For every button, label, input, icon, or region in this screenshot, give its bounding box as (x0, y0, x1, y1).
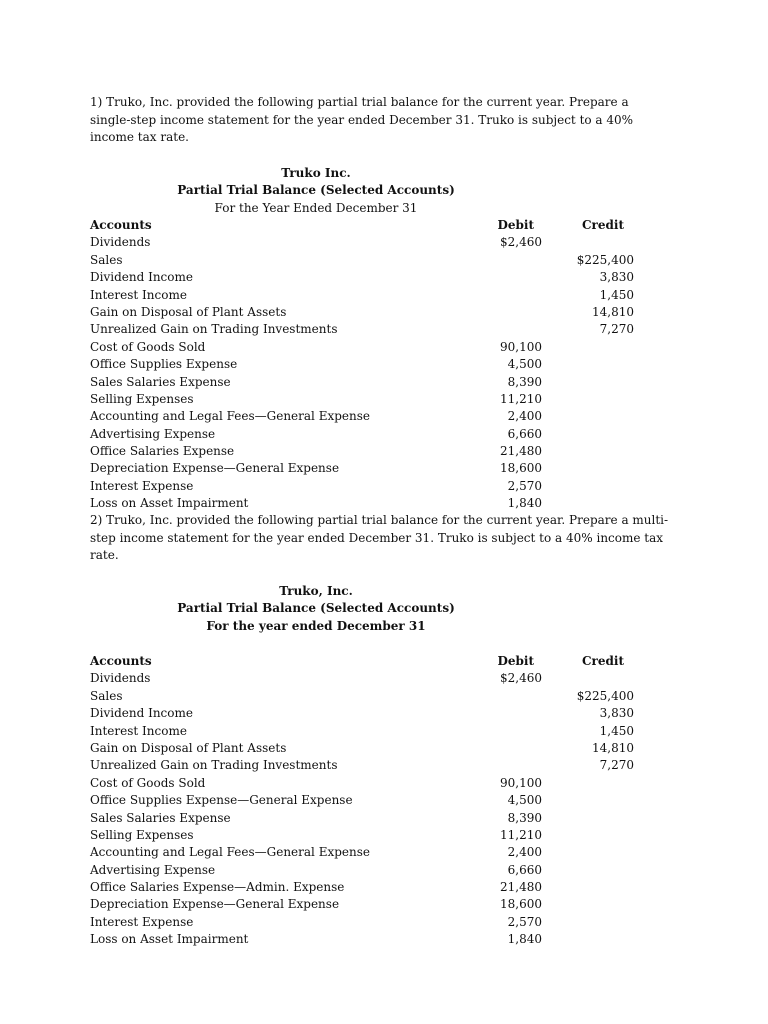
trial-balance-rows (90, 670, 670, 948)
debit-value: 11,210 (500, 391, 542, 406)
account-name: Office Supplies Expense (90, 357, 238, 372)
table-row (90, 478, 670, 495)
debit-value: 11,210 (500, 827, 542, 842)
account-name: Office Salaries Expense (90, 444, 235, 459)
debit-value: 90,100 (500, 775, 542, 790)
table-row (90, 688, 670, 705)
account-name: Interest Expense (90, 914, 194, 929)
table-row (90, 495, 670, 512)
table-row (90, 740, 670, 757)
table-row (90, 705, 670, 722)
table-row (90, 775, 670, 792)
table-row (90, 408, 670, 425)
table-row (90, 723, 670, 740)
debit-header: Debit (497, 654, 534, 668)
debit-value: 4,500 (507, 793, 542, 808)
credit-value: 1,450 (599, 287, 634, 302)
account-name: Cost of Goods Sold (90, 339, 206, 354)
table-row (90, 914, 670, 931)
account-name: Gain on Disposal of Plant Assets (90, 740, 287, 755)
debit-value: 2,570 (507, 914, 542, 929)
account-name: Office Salaries Expense—Admin. Expense (90, 880, 345, 895)
debit-value: 21,480 (500, 444, 542, 459)
accounts-header: Accounts (90, 218, 152, 232)
account-name: Accounting and Legal Fees—General Expense (90, 845, 371, 860)
account-name: Unrealized Gain on Trading Investments (90, 322, 338, 337)
credit-value: $225,400 (576, 688, 634, 703)
debit-value: 1,840 (507, 932, 542, 947)
account-name: Accounting and Legal Fees—General Expense (90, 409, 371, 424)
account-name: Sales (90, 688, 123, 703)
debit-value: 2,400 (507, 845, 542, 860)
account-name: Depreciation Expense—General Expense (90, 897, 340, 912)
problem-2 (90, 512, 670, 949)
account-name: Interest Expense (90, 478, 194, 493)
account-name: Loss on Asset Impairment (90, 932, 249, 947)
table-row (90, 879, 670, 896)
table-row (90, 844, 670, 861)
debit-value: 2,400 (507, 409, 542, 424)
account-name: Dividends (90, 235, 151, 250)
problem-1 (90, 94, 670, 513)
table-row (90, 339, 670, 356)
debit-value: 6,660 (507, 862, 542, 877)
problem-prompt: 2) Truko, Inc. provided the following partial trial balance for the current year. Prepare a multi-step income statement for the year ended December 31. Truko is subject to a 40% income tax rate. (90, 513, 669, 562)
company-name: Truko, Inc. (279, 583, 353, 598)
debit-value: 90,100 (500, 339, 542, 354)
table-row (90, 931, 670, 948)
credit-value: 1,450 (599, 723, 634, 738)
credit-value: 14,810 (592, 304, 634, 319)
credit-header: Credit (582, 654, 624, 668)
account-name: Dividends (90, 671, 151, 686)
account-name: Cost of Goods Sold (90, 775, 206, 790)
debit-value: 1,840 (507, 496, 542, 511)
account-name: Selling Expenses (90, 827, 194, 842)
account-name: Gain on Disposal of Plant Assets (90, 304, 287, 319)
debit-value: 8,390 (507, 810, 542, 825)
debit-value: $2,460 (500, 235, 542, 250)
table-row (90, 426, 670, 443)
table-row (90, 670, 670, 687)
account-name: Dividend Income (90, 706, 193, 721)
credit-value: 7,270 (599, 758, 634, 773)
table-row (90, 443, 670, 460)
statement-subtitle: Partial Trial Balance (Selected Accounts) (177, 183, 455, 197)
debit-value: 6,660 (507, 426, 542, 441)
account-name: Interest Income (90, 287, 187, 302)
account-name: Loss on Asset Impairment (90, 496, 249, 511)
problem-prompt: 1) Truko, Inc. provided the following partial trial balance for the current year. Prepare a single-step income statement for the year ended December 31. Truko is subject to a 40% income tax rate. (90, 95, 634, 144)
statement-heading (90, 165, 542, 218)
account-name: Office Supplies Expense—General Expense (90, 793, 353, 808)
statement-subtitle: Partial Trial Balance (Selected Accounts) (177, 601, 455, 615)
accounts-header: Accounts (90, 654, 152, 668)
table-row (90, 896, 670, 913)
credit-value: 14,810 (592, 740, 634, 755)
company-name: Truko Inc. (281, 165, 351, 180)
account-name: Sales (90, 252, 123, 267)
statement-period: For the year ended December 31 (206, 618, 426, 633)
table-header (90, 217, 670, 234)
table-row (90, 757, 670, 774)
account-name: Sales Salaries Expense (90, 374, 231, 389)
debit-header: Debit (497, 218, 534, 232)
table-row (90, 827, 670, 844)
table-row (90, 321, 670, 338)
table-row (90, 792, 670, 809)
trial-balance-rows (90, 234, 670, 512)
table-row (90, 460, 670, 477)
credit-value: 3,830 (599, 706, 634, 721)
table-row (90, 287, 670, 304)
credit-header: Credit (582, 218, 624, 232)
account-name: Depreciation Expense—General Expense (90, 461, 340, 476)
account-name: Interest Income (90, 723, 187, 738)
debit-value: 21,480 (500, 880, 542, 895)
statement-heading (90, 583, 542, 636)
account-name: Advertising Expense (90, 426, 216, 441)
table-row (90, 269, 670, 286)
table-row (90, 810, 670, 827)
credit-value: $225,400 (576, 252, 634, 267)
account-name: Dividend Income (90, 270, 193, 285)
table-header (90, 653, 670, 670)
table-row (90, 356, 670, 373)
debit-value: 18,600 (500, 897, 542, 912)
table-row (90, 304, 670, 321)
account-name: Advertising Expense (90, 862, 216, 877)
account-name: Selling Expenses (90, 391, 194, 406)
table-row (90, 862, 670, 879)
debit-value: 2,570 (507, 478, 542, 493)
debit-value: $2,460 (500, 671, 542, 686)
credit-value: 3,830 (599, 270, 634, 285)
statement-period: For the Year Ended December 31 (214, 200, 418, 215)
table-row (90, 234, 670, 251)
table-row (90, 391, 670, 408)
account-name: Sales Salaries Expense (90, 810, 231, 825)
credit-value: 7,270 (599, 322, 634, 337)
debit-value: 4,500 (507, 357, 542, 372)
account-name: Unrealized Gain on Trading Investments (90, 758, 338, 773)
table-row (90, 374, 670, 391)
debit-value: 8,390 (507, 374, 542, 389)
table-row (90, 252, 670, 269)
debit-value: 18,600 (500, 461, 542, 476)
